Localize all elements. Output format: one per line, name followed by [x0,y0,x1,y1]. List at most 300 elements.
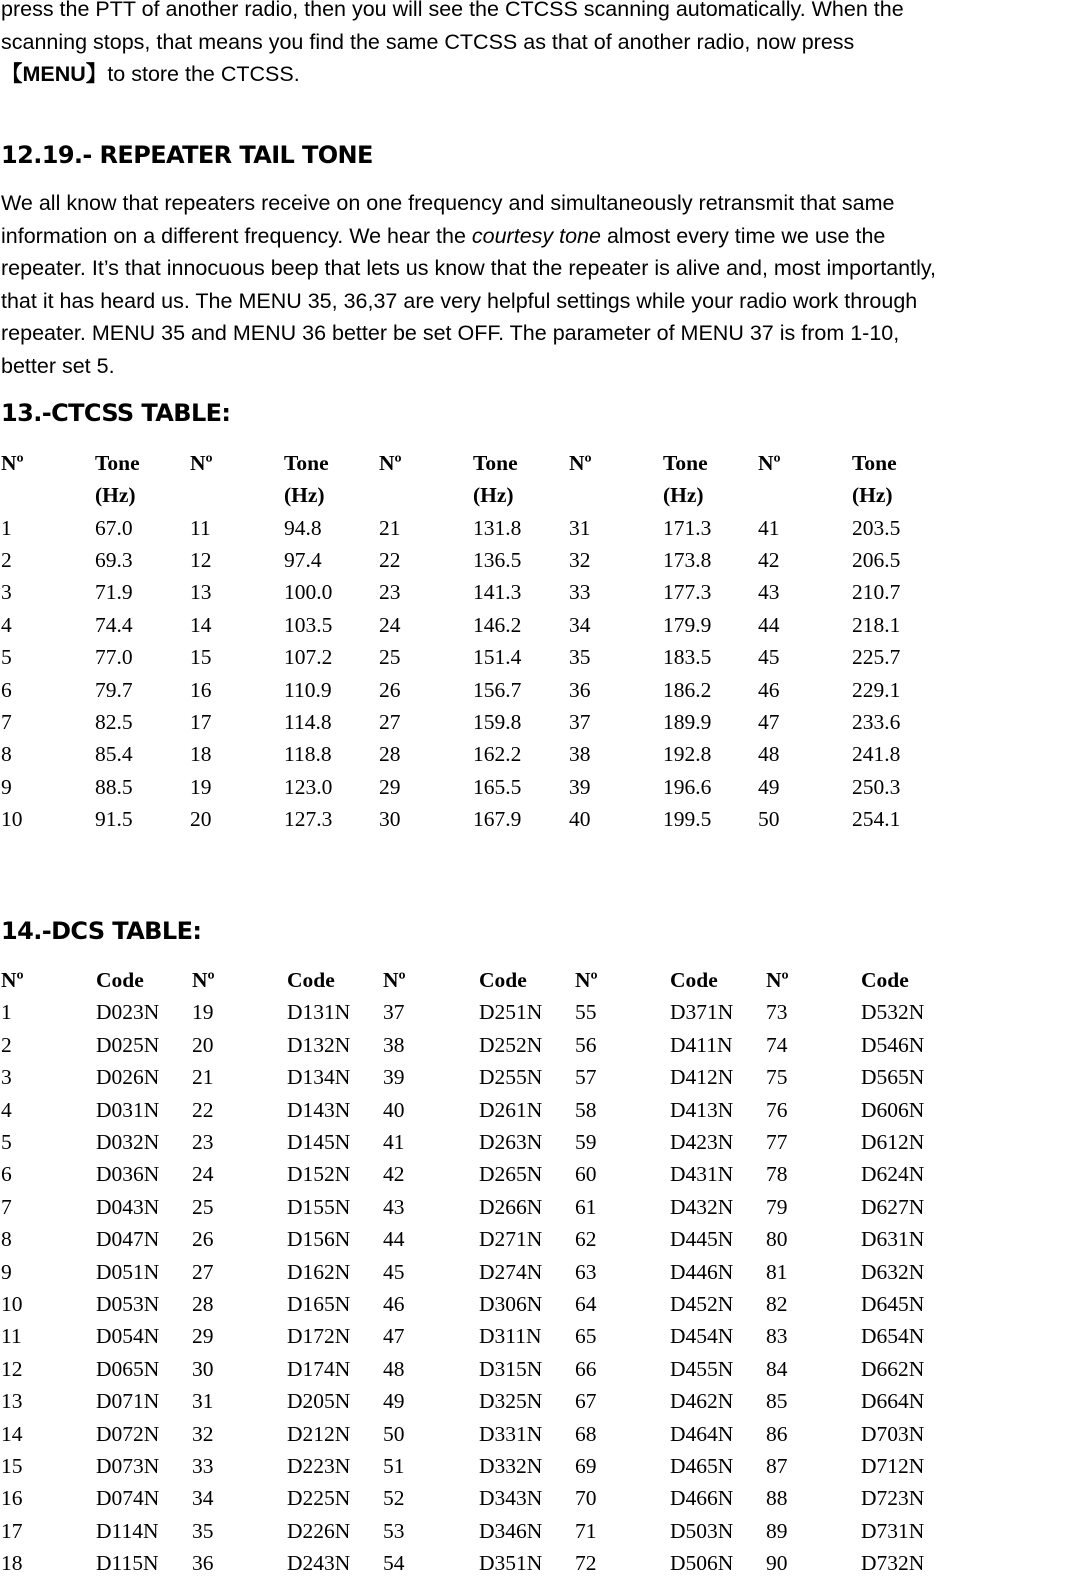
ctcss-tone-value: 97.4 [284,548,322,572]
dcs-row-number: 80 [766,1227,788,1252]
ctcss-tone-value: 91.5 [95,807,133,832]
ctcss-row-number: 41 [758,515,780,540]
ctcss-header-no: Nº [379,451,402,475]
dcs-code-value: D271N [479,1227,543,1252]
ctcss-tone-value: 85.4 [95,742,133,767]
dcs-row-number: 67 [575,1389,597,1414]
dcs-code-value: D331N [479,1421,543,1446]
ctcss-row-number: 19 [190,774,212,799]
dcs-row-number: 59 [575,1130,597,1154]
ctcss-tone-value: 118.8 [284,742,332,767]
dcs-code-value: D565N [861,1065,925,1090]
dcs-row-number: 48 [383,1356,405,1381]
dcs-row-number: 17 [1,1518,23,1543]
dcs-code-value: D412N [670,1065,734,1090]
dcs-code-value: D261N [479,1097,543,1122]
dcs-code-value: D074N [96,1486,160,1511]
dcs-row-number: 49 [383,1389,405,1414]
ctcss-header-tone: Tone [473,451,518,475]
ctcss-tone-value: 229.1 [852,677,901,702]
dcs-row-number: 68 [575,1421,597,1446]
dcs-row-number: 56 [575,1032,597,1057]
dcs-code-value: D627N [861,1194,925,1219]
dcs-row-number: 79 [766,1194,788,1219]
dcs-row-number: 30 [192,1356,214,1381]
ctcss-tone-value: 103.5 [284,612,333,637]
ctcss-tone-value: 199.5 [663,807,712,832]
ctcss-row-number: 46 [758,677,780,702]
ctcss-row-number: 22 [379,548,401,572]
ctcss-header-no: Nº [569,451,592,475]
dcs-code-value: D043N [96,1194,160,1219]
dcs-row-number: 62 [575,1227,597,1252]
dcs-code-value: D506N [670,1551,734,1576]
dcs-row-number: 47 [383,1324,405,1349]
dcs-row-number: 70 [575,1486,597,1511]
ctcss-tone-value: 241.8 [852,742,901,767]
dcs-row-number: 32 [192,1421,214,1446]
dcs-row-number: 9 [1,1259,12,1284]
ctcss-row-number: 39 [569,774,591,799]
ctcss-tone-value: 79.7 [95,677,133,702]
dcs-row-number: 18 [1,1551,23,1576]
dcs-code-value: D205N [287,1389,351,1414]
ctcss-row-number: 7 [1,710,12,734]
repeater-line-2b: almost every time we use the [600,223,886,248]
dcs-row-number: 24 [192,1162,214,1187]
ctcss-header-no: Nº [1,451,24,475]
dcs-row-number: 37 [383,1000,405,1025]
ctcss-row-number: 12 [190,548,212,572]
dcs-row-number: 25 [192,1194,214,1219]
dcs-header-no: Nº [383,968,406,992]
dcs-code-value: D036N [96,1162,160,1187]
dcs-row-number: 65 [575,1324,597,1349]
ctcss-tone-value: 218.1 [852,612,901,637]
ctcss-row-number: 43 [758,580,780,605]
ctcss-row-number: 3 [1,580,12,605]
dcs-code-value: D251N [479,1000,543,1025]
dcs-row-number: 2 [1,1032,12,1057]
dcs-code-value: D263N [479,1130,543,1154]
ctcss-tone-value: 141.3 [473,580,522,605]
ctcss-row-number: 40 [569,807,591,832]
dcs-row-number: 89 [766,1518,788,1543]
dcs-code-value: D223N [287,1454,351,1478]
ctcss-row-number: 1 [1,515,12,540]
dcs-row-number: 21 [192,1065,214,1090]
dcs-code-value: D252N [479,1032,543,1057]
ctcss-row-number: 47 [758,710,780,734]
dcs-row-number: 71 [575,1518,597,1543]
dcs-row-number: 86 [766,1421,788,1446]
ctcss-tone-value: 159.8 [473,710,522,734]
ctcss-row-number: 21 [379,515,401,540]
repeater-line-6: better set 5. [1,353,115,378]
ctcss-tone-value: 162.2 [473,742,522,767]
dcs-code-value: D423N [670,1130,734,1154]
ctcss-tone-value: 107.2 [284,645,333,670]
dcs-code-value: D452N [670,1292,734,1316]
dcs-code-value: D212N [287,1421,351,1446]
dcs-row-number: 13 [1,1389,23,1414]
ctcss-row-number: 42 [758,548,780,572]
dcs-row-number: 55 [575,1000,597,1025]
dcs-code-value: D266N [479,1194,543,1219]
dcs-row-number: 3 [1,1065,12,1090]
ctcss-tone-value: 100.0 [284,580,333,605]
dcs-code-value: D664N [861,1389,925,1414]
dcs-code-value: D662N [861,1356,925,1381]
ctcss-tone-value: 69.3 [95,548,133,572]
dcs-code-value: D115N [96,1551,159,1576]
dcs-row-number: 69 [575,1454,597,1478]
dcs-row-number: 50 [383,1421,405,1446]
ctcss-row-number: 23 [379,580,401,605]
ctcss-tone-value: 136.5 [473,548,522,572]
dcs-code-value: D413N [670,1097,734,1122]
dcs-code-value: D332N [479,1454,543,1478]
dcs-code-value: D732N [861,1551,925,1576]
dcs-code-value: D462N [670,1389,734,1414]
dcs-row-number: 1 [1,1000,12,1025]
ctcss-header-no: Nº [758,451,781,475]
dcs-code-value: D025N [96,1032,160,1057]
dcs-code-value: D243N [287,1551,351,1576]
dcs-code-value: D454N [670,1324,734,1349]
dcs-row-number: 90 [766,1551,788,1576]
ctcss-header-unit: (Hz) [663,483,704,508]
ctcss-tone-value: 186.2 [663,677,712,702]
ctcss-row-number: 9 [1,774,12,799]
ctcss-tone-value: 94.8 [284,515,322,540]
ctcss-tone-value: 225.7 [852,645,901,670]
ctcss-tone-value: 131.8 [473,515,522,540]
dcs-header-code: Code [96,968,144,992]
dcs-row-number: 15 [1,1454,23,1478]
dcs-code-value: D532N [861,1000,925,1025]
dcs-code-value: D464N [670,1421,734,1446]
dcs-row-number: 11 [1,1324,22,1349]
dcs-row-number: 14 [1,1421,23,1446]
dcs-code-value: D255N [479,1065,543,1090]
repeater-line-4: that it has heard us. The MENU 35, 36,37 are very helpful settings while your radio work through [1,288,918,313]
dcs-row-number: 34 [192,1486,214,1511]
ctcss-row-number: 2 [1,548,12,572]
dcs-row-number: 78 [766,1162,788,1187]
dcs-row-number: 16 [1,1486,23,1511]
dcs-header-code: Code [861,968,909,992]
dcs-code-value: D143N [287,1097,351,1122]
ctcss-tone-value: 173.8 [663,548,712,572]
dcs-row-number: 42 [383,1162,405,1187]
ctcss-row-number: 44 [758,612,780,637]
ctcss-tone-value: 192.8 [663,742,712,767]
dcs-code-value: D026N [96,1065,160,1090]
dcs-code-value: D446N [670,1259,734,1284]
dcs-code-value: D132N [287,1032,351,1057]
dcs-row-number: 7 [1,1194,12,1219]
dcs-row-number: 43 [383,1194,405,1219]
ctcss-header-unit: (Hz) [852,483,893,508]
ctcss-row-number: 34 [569,612,591,637]
dcs-code-value: D162N [287,1259,351,1284]
dcs-row-number: 23 [192,1130,214,1154]
dcs-row-number: 27 [192,1259,214,1284]
dcs-code-value: D612N [861,1130,925,1154]
ctcss-tone-value: 114.8 [284,710,332,734]
dcs-code-value: D465N [670,1454,734,1478]
ctcss-row-number: 32 [569,548,591,572]
dcs-code-value: D051N [96,1259,160,1284]
intro-line-3 [1,58,1083,91]
ctcss-row-number: 27 [379,710,401,734]
section-title-repeater-tail-tone: 12.19.- REPEATER TAIL TONE [1,141,373,169]
ctcss-header-tone: Tone [284,451,329,475]
dcs-code-value: D645N [861,1292,925,1316]
ctcss-row-number: 37 [569,710,591,734]
dcs-code-value: D274N [479,1259,543,1284]
dcs-row-number: 4 [1,1097,12,1122]
repeater-line-2 [1,220,1087,253]
dcs-row-number: 64 [575,1292,597,1316]
dcs-code-value: D703N [861,1421,925,1446]
dcs-row-number: 88 [766,1486,788,1511]
ctcss-row-number: 38 [569,742,591,767]
dcs-row-number: 26 [192,1227,214,1252]
dcs-code-value: D165N [287,1292,351,1316]
dcs-code-value: D065N [96,1356,160,1381]
dcs-row-number: 6 [1,1162,12,1187]
ctcss-header-unit: (Hz) [473,483,514,508]
ctcss-row-number: 31 [569,515,591,540]
ctcss-header-tone: Tone [663,451,708,475]
dcs-code-value: D325N [479,1389,543,1414]
dcs-row-number: 8 [1,1227,12,1252]
dcs-header-code: Code [670,968,718,992]
ctcss-tone-value: 196.6 [663,774,712,799]
section-title-dcs-table: 14.-DCS TABLE: [1,917,202,945]
ctcss-row-number: 15 [190,645,212,670]
dcs-code-value: D431N [670,1162,734,1187]
dcs-row-number: 85 [766,1389,788,1414]
dcs-code-value: D226N [287,1518,351,1543]
dcs-code-value: D466N [670,1486,734,1511]
dcs-code-value: D072N [96,1421,160,1446]
dcs-row-number: 74 [766,1032,788,1057]
dcs-row-number: 54 [383,1551,405,1576]
dcs-row-number: 29 [192,1324,214,1349]
dcs-code-value: D371N [670,1000,734,1025]
ctcss-tone-value: 203.5 [852,515,901,540]
dcs-code-value: D606N [861,1097,925,1122]
ctcss-row-number: 13 [190,580,212,605]
ctcss-header-unit: (Hz) [95,483,136,508]
dcs-code-value: D152N [287,1162,351,1187]
dcs-code-value: D731N [861,1518,925,1543]
dcs-code-value: D134N [287,1065,351,1090]
dcs-row-number: 44 [383,1227,405,1252]
ctcss-tone-value: 233.6 [852,710,901,734]
dcs-row-number: 22 [192,1097,214,1122]
ctcss-tone-value: 156.7 [473,677,522,702]
dcs-code-value: D306N [479,1292,543,1316]
ctcss-tone-value: 183.5 [663,645,712,670]
dcs-row-number: 53 [383,1518,405,1543]
ctcss-row-number: 17 [190,710,212,734]
dcs-row-number: 81 [766,1259,788,1284]
ctcss-row-number: 36 [569,677,591,702]
ctcss-tone-value: 177.3 [663,580,712,605]
dcs-row-number: 45 [383,1259,405,1284]
section-title-ctcss-table: 13.-CTCSS TABLE: [1,399,231,427]
dcs-header-no: Nº [575,968,598,992]
dcs-code-value: D023N [96,1000,160,1025]
ctcss-tone-value: 146.2 [473,612,522,637]
ctcss-tone-value: 189.9 [663,710,712,734]
dcs-header-no: Nº [766,968,789,992]
ctcss-row-number: 49 [758,774,780,799]
dcs-code-value: D053N [96,1292,160,1316]
repeater-line-2a: information on a different frequency. We hear the [1,223,472,248]
dcs-code-value: D546N [861,1032,925,1057]
dcs-header-no: Nº [1,968,24,992]
dcs-row-number: 31 [192,1389,214,1414]
ctcss-tone-value: 71.9 [95,580,133,605]
dcs-code-value: D131N [287,1000,351,1025]
dcs-code-value: D632N [861,1259,925,1284]
dcs-row-number: 39 [383,1065,405,1090]
dcs-row-number: 82 [766,1292,788,1316]
dcs-code-value: D032N [96,1130,160,1154]
dcs-code-value: D114N [96,1518,159,1543]
dcs-code-value: D073N [96,1454,160,1478]
dcs-row-number: 40 [383,1097,405,1122]
ctcss-row-number: 29 [379,774,401,799]
dcs-code-value: D654N [861,1324,925,1349]
ctcss-row-number: 25 [379,645,401,670]
dcs-row-number: 38 [383,1032,405,1057]
ctcss-row-number: 33 [569,580,591,605]
dcs-code-value: D225N [287,1486,351,1511]
dcs-row-number: 10 [1,1292,23,1316]
intro-line-3-text: to store the CTCSS. [107,62,300,86]
dcs-code-value: D156N [287,1227,351,1252]
intro-line-2: scanning stops, that means you find the same CTCSS as that of another radio, now press [1,29,855,54]
dcs-row-number: 57 [575,1065,597,1090]
courtesy-tone-emphasis: courtesy tone [471,223,601,248]
dcs-row-number: 20 [192,1032,214,1057]
dcs-code-value: D455N [670,1356,734,1381]
dcs-code-value: D631N [861,1227,925,1252]
ctcss-row-number: 26 [379,677,401,702]
dcs-row-number: 28 [192,1292,214,1316]
dcs-row-number: 52 [383,1486,405,1511]
ctcss-row-number: 6 [1,677,12,702]
dcs-row-number: 60 [575,1162,597,1187]
dcs-row-number: 41 [383,1130,405,1154]
dcs-row-number: 83 [766,1324,788,1349]
ctcss-row-number: 50 [758,807,780,832]
ctcss-tone-value: 171.3 [663,515,712,540]
dcs-row-number: 63 [575,1259,597,1284]
ctcss-row-number: 14 [190,612,212,637]
ctcss-row-number: 10 [1,807,23,832]
ctcss-tone-value: 67.0 [95,515,133,540]
dcs-row-number: 51 [383,1454,405,1478]
ctcss-tone-value: 250.3 [852,774,901,799]
dcs-code-value: D054N [96,1324,160,1349]
ctcss-header-unit: (Hz) [284,483,325,508]
repeater-line-3: repeater. It’s that innocuous beep that lets us know that the repeater is alive and, most importantly, [1,256,936,280]
repeater-line-5: repeater. MENU 35 and MENU 36 better be set OFF. The parameter of MENU 37 is from 1-10, [1,321,900,345]
dcs-row-number: 61 [575,1194,597,1219]
dcs-code-value: D145N [287,1130,351,1154]
dcs-code-value: D351N [479,1551,543,1576]
dcs-row-number: 73 [766,1000,788,1025]
ctcss-tone-value: 167.9 [473,807,522,832]
ctcss-tone-value: 123.0 [284,774,333,799]
dcs-code-value: D432N [670,1194,734,1219]
dcs-row-number: 75 [766,1065,788,1090]
dcs-code-value: D031N [96,1097,160,1122]
dcs-row-number: 36 [192,1551,214,1576]
dcs-row-number: 76 [766,1097,788,1122]
ctcss-tone-value: 254.1 [852,807,901,832]
dcs-code-value: D346N [479,1518,543,1543]
dcs-code-value: D315N [479,1356,543,1381]
intro-line-1: press the PTT of another radio, then you will see the CTCSS scanning automatically. When the [1,0,904,21]
dcs-code-value: D723N [861,1486,925,1511]
dcs-header-code: Code [287,968,335,992]
dcs-code-value: D624N [861,1162,925,1187]
dcs-code-value: D174N [287,1356,351,1381]
ctcss-row-number: 20 [190,807,212,832]
ctcss-row-number: 35 [569,645,591,670]
dcs-code-value: D172N [287,1324,351,1349]
dcs-code-value: D155N [287,1194,351,1219]
dcs-code-value: D712N [861,1454,925,1478]
dcs-row-number: 77 [766,1130,788,1154]
ctcss-header-tone: Tone [95,451,140,475]
dcs-code-value: D265N [479,1162,543,1187]
dcs-code-value: D343N [479,1486,543,1511]
ctcss-header-no: Nº [190,451,213,475]
dcs-code-value: D411N [670,1032,733,1057]
dcs-row-number: 35 [192,1518,214,1543]
dcs-row-number: 66 [575,1356,597,1381]
ctcss-row-number: 16 [190,677,212,702]
dcs-row-number: 58 [575,1097,597,1122]
ctcss-tone-value: 165.5 [473,774,522,799]
dcs-header-code: Code [479,968,527,992]
repeater-line-1: We all know that repeaters receive on one frequency and simultaneously retransmit that same [1,191,895,215]
ctcss-row-number: 4 [1,612,12,637]
ctcss-tone-value: 110.9 [284,677,332,702]
ctcss-tone-value: 179.9 [663,612,712,637]
intro-paragraph [1,0,1083,91]
dcs-code-value: D071N [96,1389,160,1414]
ctcss-tone-value: 82.5 [95,710,133,734]
ctcss-row-number: 48 [758,742,780,767]
dcs-code-value: D445N [670,1227,734,1252]
ctcss-header-tone: Tone [852,451,897,475]
ctcss-row-number: 24 [379,612,401,637]
ctcss-row-number: 45 [758,645,780,670]
dcs-row-number: 5 [1,1130,12,1154]
ctcss-row-number: 11 [190,515,211,540]
dcs-row-number: 84 [766,1356,788,1381]
